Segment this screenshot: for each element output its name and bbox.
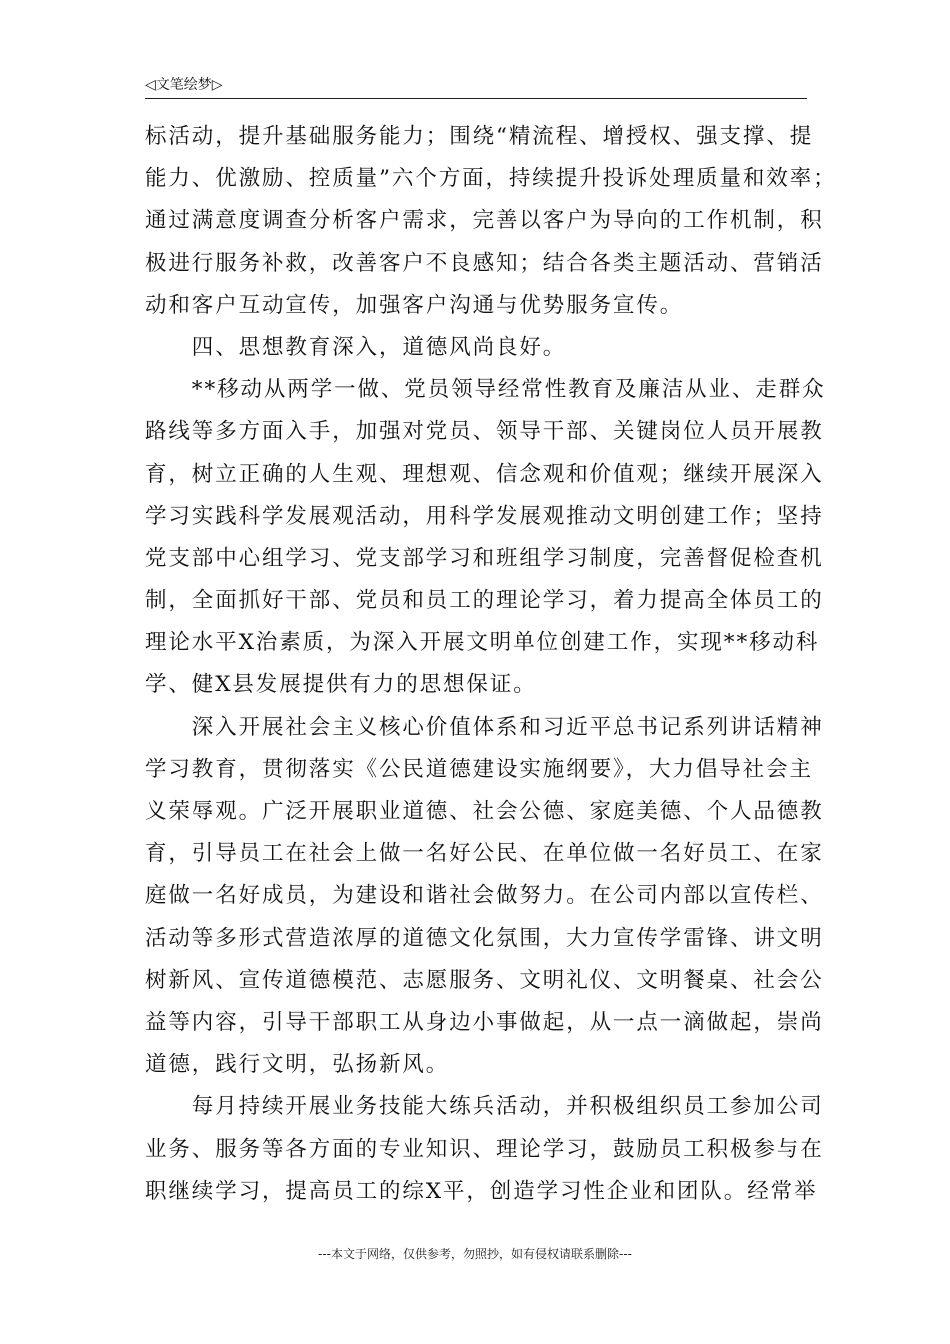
text-line: 职继续学习，提高员工的综X平，创造学习性企业和团队。经常举 [145,1178,818,1204]
text-line: 业务、服务等各方面的专业知识、理论学习，鼓励员工积极参与在 [145,1136,824,1162]
text-line: 学、健X县发展提供有力的思想保证。 [145,672,537,698]
text-line: 理论水平X治素质，为深入开展文明单位创建工作，实现**移动科 [145,630,820,656]
text-line: 能力、优激励、控质量”六个方面，持续提升投诉处理质量和效率； [145,166,837,192]
text-line: 育，引导员工在社会上做一名好公民、在单位做一名好员工、在家 [145,841,824,867]
text-line: 每月持续开展业务技能大练兵活动，并积极组织员工参加公司 [145,1094,824,1120]
text-line: 通过满意度调查分析客户需求，完善以客户为导向的工作机制，积 [145,208,824,234]
text-line: 极进行服务补救，改善客户不良感知；结合各类主题活动、营销活 [145,250,824,276]
document-body [145,116,837,1213]
text-line: **移动从两学一做、党员领导经常性教育及廉洁从业、走群众 [145,377,826,403]
page-header-title: ◁文笔绘梦▷ [145,77,223,93]
text-line: 党支部中心组学习、党支部学习和班组学习制度，完善督促检查机 [145,545,824,571]
text-line: 标活动，提升基础服务能力；围绕“精流程、增授权、强支撑、提 [145,124,814,149]
text-line: 庭做一名好成员，为建设和谐社会做努力。在公司内部以宣传栏、 [145,883,824,909]
page-footer-disclaimer: ---本文于网络，仅供参考，勿照抄，如有侵权请联系删除--- [318,1247,632,1261]
text-line: 制，全面抓好干部、党员和员工的理论学习，着力提高全体员工的 [145,588,824,614]
text-line: 树新风、宣传道德模范、志愿服务、文明礼仪、文明餐桌、社会公 [145,967,824,993]
text-line: 益等内容，引导干部职工从身边小事做起，从一点一滴做起，崇尚 [145,1009,824,1035]
text-line: 义荣辱观。广泛开展职业道德、社会公德、家庭美德、个人品德教 [145,799,824,824]
text-line: 道德，践行文明，弘扬新风。 [145,1052,450,1078]
text-line: 活动等多形式营造浓厚的道德文化氛围，大力宣传学雷锋、讲文明 [145,925,824,951]
text-line: 学习教育，贯彻落实《公民道德建设实施纲要》，大力倡导社会主 [145,756,813,782]
text-line: 学习实践科学发展观活动，用科学发展观推动文明创建工作；坚持 [145,503,824,529]
text-line: 动和客户互动宣传，加强客户沟通与优势服务宣传。 [145,292,684,318]
text-line: 路线等多方面入手，加强对党员、领导干部、关键岗位人员开展教 [145,419,824,445]
section-heading: 四、思想教育深入，道德风尚良好。 [145,334,567,360]
header-divider [145,98,807,99]
text-line: 育，树立正确的人生观、理想观、信念观和价值观；继续开展深入 [145,461,824,487]
text-line: 深入开展社会主义核心价值体系和习近平总书记系列讲话精神 [145,714,824,740]
